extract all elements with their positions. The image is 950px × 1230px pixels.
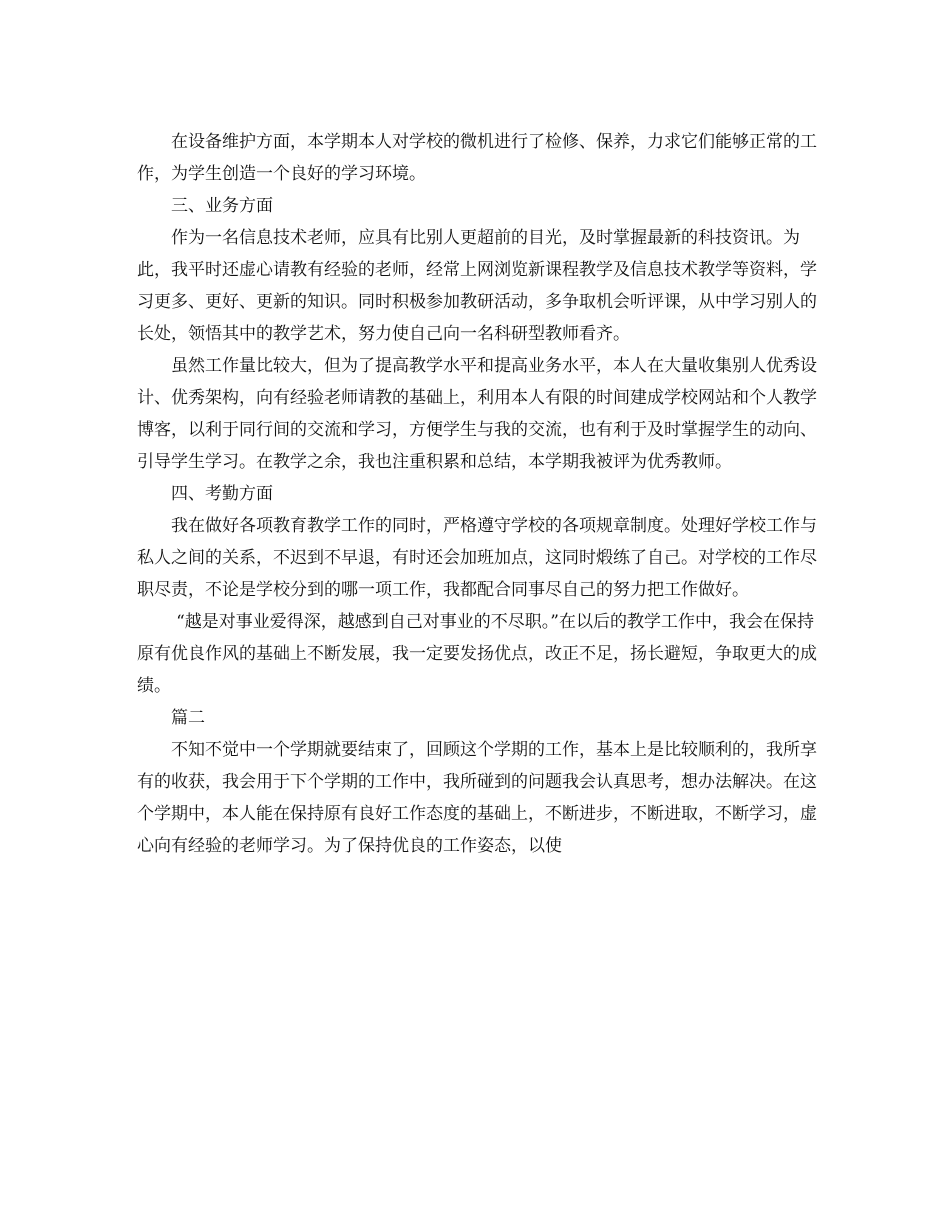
paragraph-website-blog: 虽然工作量比较大，但为了提高教学水平和提高业务水平，本人在大量收集别人优秀设计、优秀架构，向有经验老师请教的基础上，利用本人有限的时间建成学校网站和个人教学博客，以利于同行间的交流和学习，方便学生与我的交流，也有利于及时掌握学生的动向、引导学生学习。在教学之余，我也注重积累和总结，本学期我被评为优秀教师。 [137, 356, 817, 472]
paragraph-attendance: 我在做好各项教育教学工作的同时，严格遵守学校的各项规章制度。处理好学校工作与私人之间的关系，不迟到不早退，有时还会加班加点，这同时煅练了自己。对学校的工作尽职尽责，不论是学校分到的哪一项工作，我都配合同事尽自己的努力把工作做好。 [137, 516, 817, 600]
paragraph-semester-review: 不知不觉中一个学期就要结束了，回顾这个学期的工作，基本上是比较顺利的，我所享有的收获，我会用于下个学期的工作中，我所碰到的问题我会认真思考，想办法解决。在这个学期中，本人能在保持原有良好工作态度的基础上，不断进步，不断进取，不断学习，虚心向有经验的老师学习。为了保持优良的工作姿态，以使 [137, 740, 817, 856]
paragraph-quote: “越是对事业爱得深，越感到自己对事业的不尽职。”在以后的教学工作中，我会在保持原有优良作风的基础上不断发展，我一定要发扬优点，改正不足，扬长避短，争取更大的成绩。 [137, 612, 817, 696]
section-heading-attendance: 四、考勤方面 [171, 484, 273, 504]
paragraph-business-learning: 作为一名信息技术老师，应具有比别人更超前的目光，及时掌握最新的科技资讯。为此，我平时还虚心请教有经验的老师，经常上网浏览新课程教学及信息技术教学等资料，学习更多、更好、更新的知识。同时积极参加教研活动，多争取机会听评课，从中学习别人的长处，领悟其中的教学艺术，努力使自己向一名科研型教师看齐。 [137, 228, 817, 344]
section-heading-business: 三、业务方面 [171, 196, 273, 216]
section-heading-part-two: 篇二 [171, 708, 205, 728]
paragraph-equipment-maintenance: 在设备维护方面，本学期本人对学校的微机进行了检修、保养，力求它们能够正常的工作，为学生创造一个良好的学习环境。 [137, 132, 817, 184]
document-body [137, 126, 827, 862]
